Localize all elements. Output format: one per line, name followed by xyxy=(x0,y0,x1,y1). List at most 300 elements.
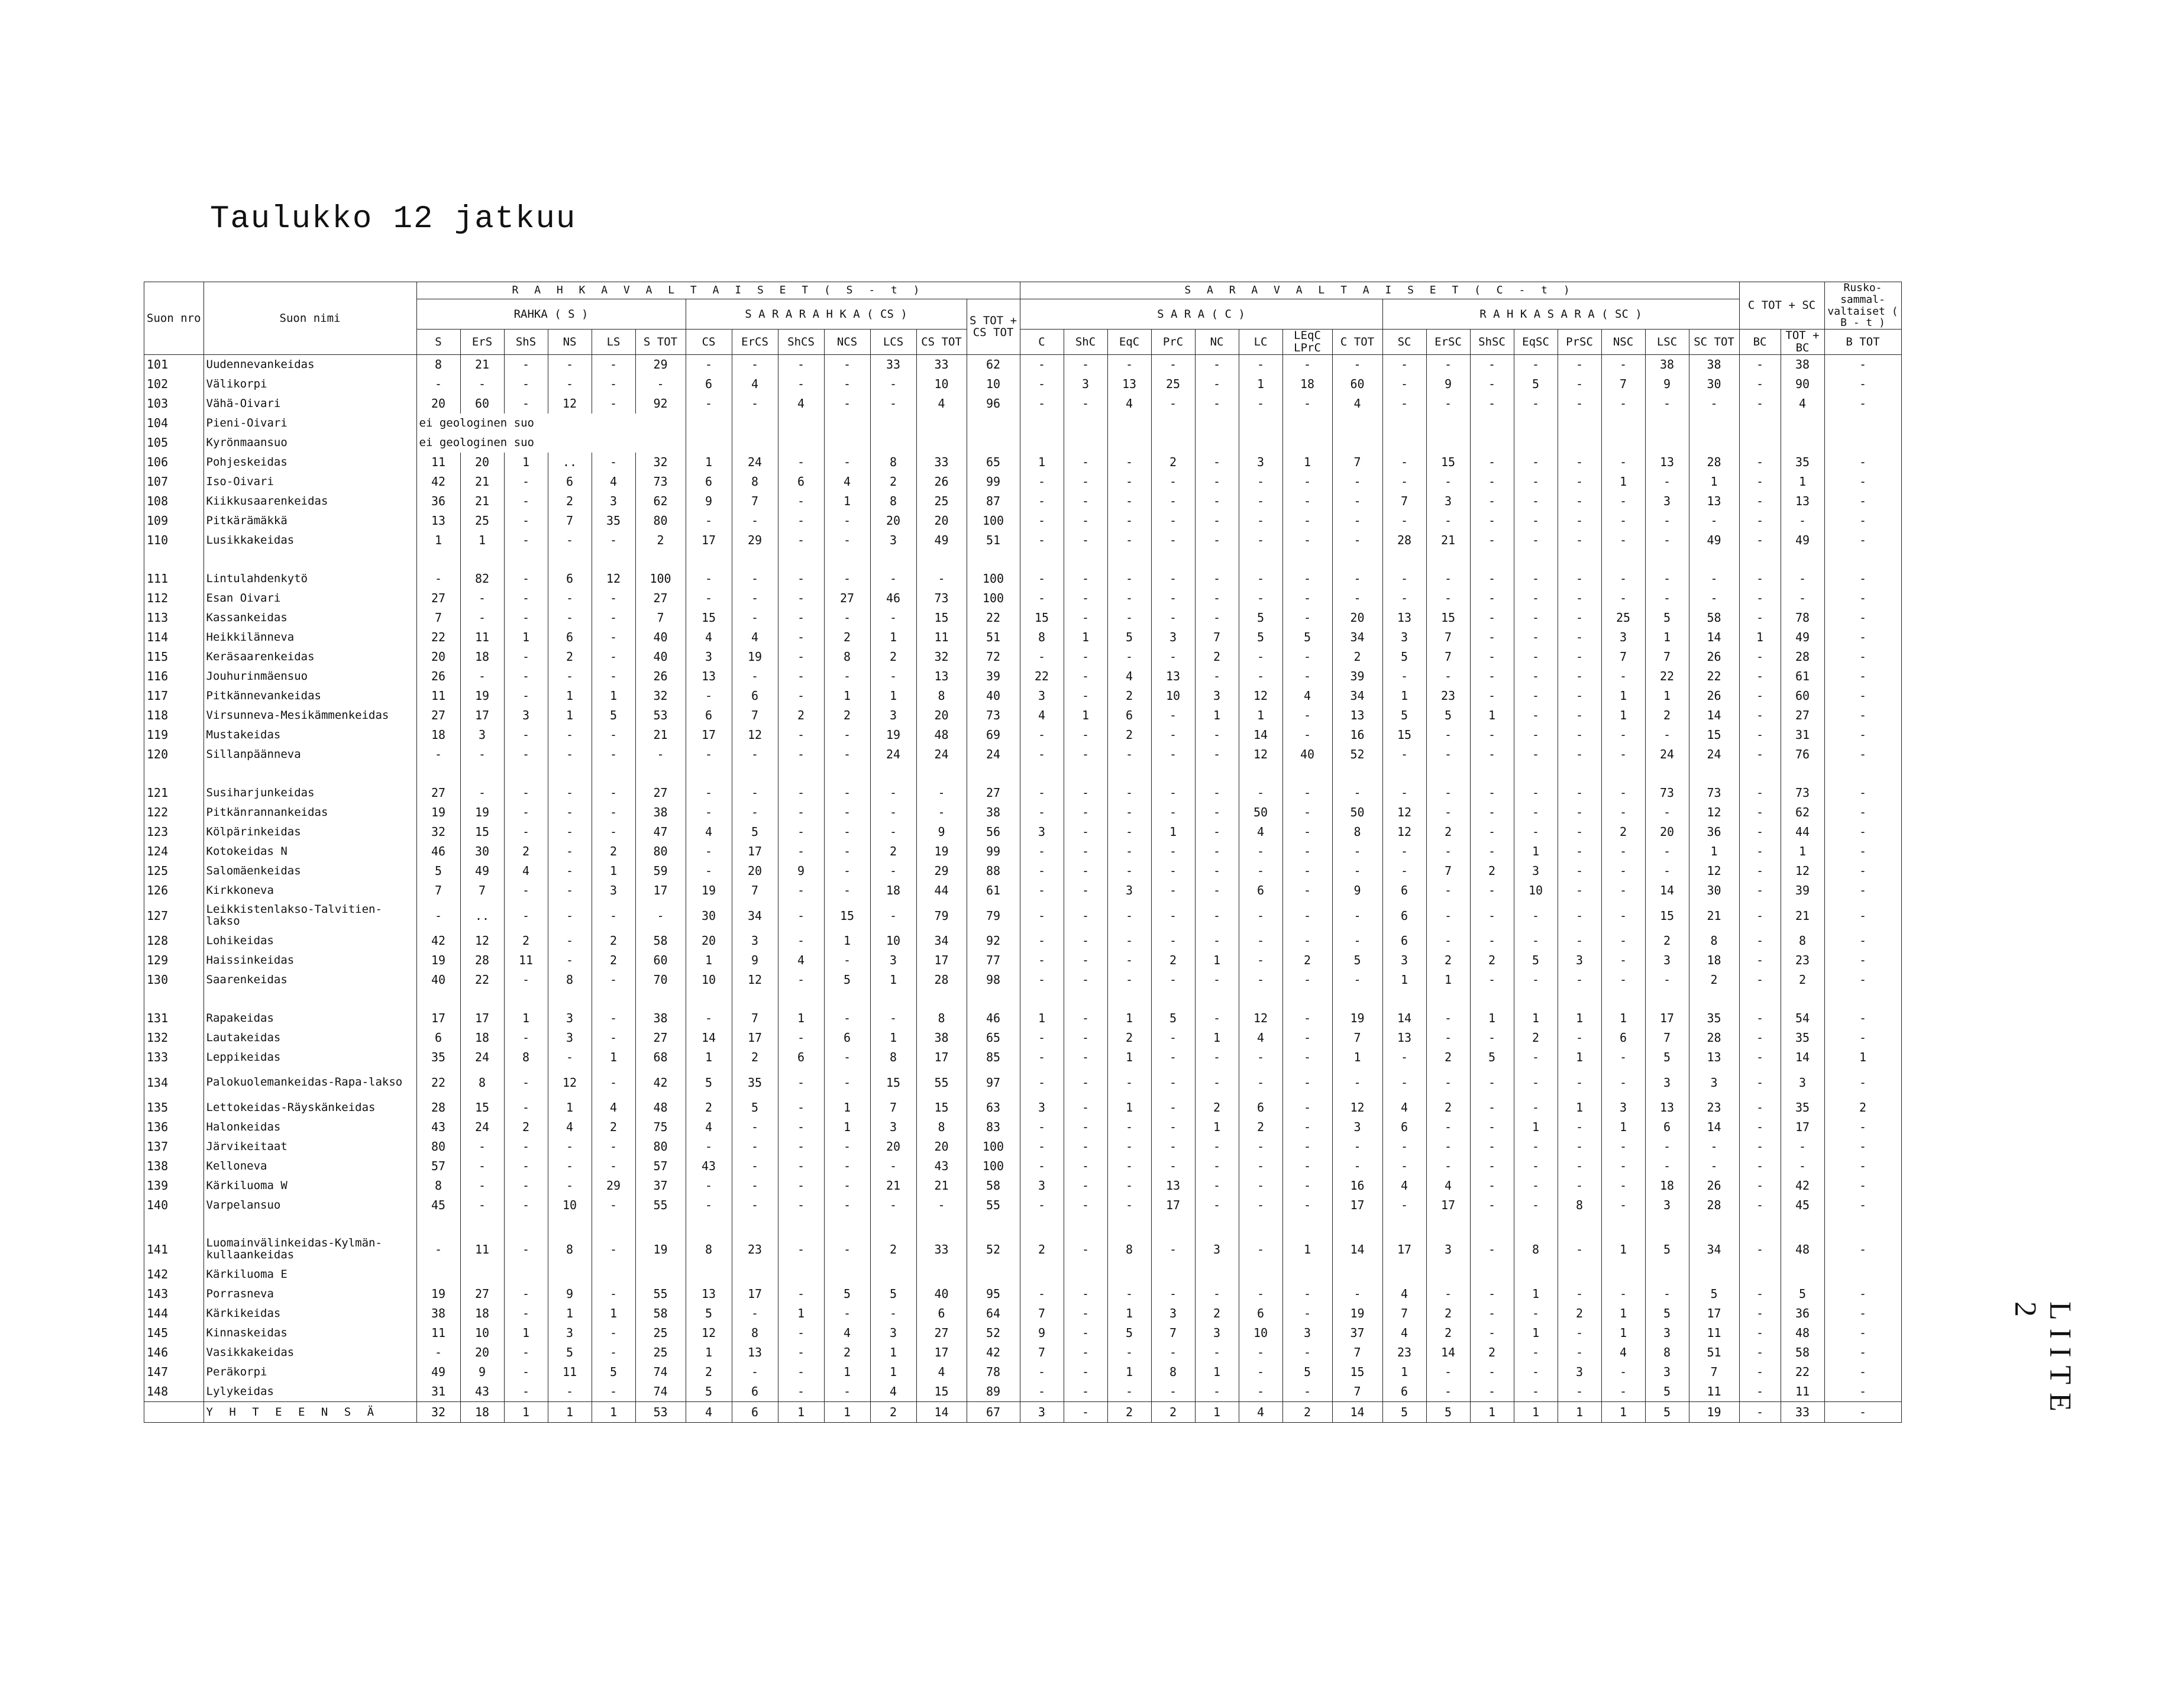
spacer-cell xyxy=(1064,550,1107,569)
table-row xyxy=(144,931,1902,951)
table-cell: - xyxy=(778,1067,824,1098)
table-cell xyxy=(1064,1265,1107,1284)
table-cell: - xyxy=(592,354,635,374)
table-cell: 1 xyxy=(1601,1304,1645,1323)
table-cell: 25 xyxy=(635,1323,686,1343)
table-cell: 2 xyxy=(1239,1117,1282,1137)
table-cell: 1 xyxy=(592,1304,635,1323)
total-spacer xyxy=(144,1401,204,1422)
table-cell: - xyxy=(1558,1117,1601,1137)
table-cell: 43 xyxy=(460,1382,504,1402)
data-table xyxy=(144,282,1902,1423)
table-cell: - xyxy=(1151,511,1195,531)
table-cell: 2 xyxy=(870,842,916,861)
table-cell: - xyxy=(1824,900,1901,931)
spacer-cell xyxy=(203,764,416,783)
table-cell: 89 xyxy=(967,1382,1020,1402)
table-cell: 1 xyxy=(1781,842,1824,861)
table-cell: 14 xyxy=(1332,1234,1382,1265)
row-name: Esan Oivari xyxy=(203,589,416,608)
table-cell: 3 xyxy=(1020,822,1064,842)
table-cell: 2 xyxy=(592,842,635,861)
row-number: 139 xyxy=(144,1176,204,1196)
spacer-cell xyxy=(1824,764,1901,783)
table-cell: 28 xyxy=(1781,647,1824,667)
table-cell: - xyxy=(1558,686,1601,706)
table-cell: 15 xyxy=(686,608,732,628)
table-cell: - xyxy=(1107,1137,1151,1157)
table-cell: - xyxy=(1426,1117,1470,1137)
table-cell: - xyxy=(592,1284,635,1304)
table-cell: 4 xyxy=(870,1382,916,1402)
table-cell: 6 xyxy=(1239,881,1282,900)
table-cell: - xyxy=(778,453,824,472)
table-cell: 5 xyxy=(416,861,460,881)
table-cell: 1 xyxy=(1558,1098,1601,1117)
spacer-cell xyxy=(778,990,824,1009)
table-cell: - xyxy=(778,1196,824,1215)
row-spacer xyxy=(144,764,1902,783)
table-cell: - xyxy=(1151,1343,1195,1362)
table-cell: - xyxy=(1739,472,1781,492)
table-cell: 19 xyxy=(1332,1009,1382,1028)
table-cell: - xyxy=(1470,394,1514,414)
table-cell: 12 xyxy=(732,970,778,990)
table-cell: 1 xyxy=(870,1343,916,1362)
spacer-cell xyxy=(1689,1215,1739,1234)
table-cell: - xyxy=(778,1117,824,1137)
row-name: Kärkiluoma W xyxy=(203,1176,416,1196)
table-cell: 6 xyxy=(548,628,592,647)
spacer-cell xyxy=(1151,550,1195,569)
table-cell: - xyxy=(460,667,504,686)
row-number: 107 xyxy=(144,472,204,492)
table-cell: 12 xyxy=(1239,745,1282,764)
table-cell: - xyxy=(1151,647,1195,667)
table-cell xyxy=(1558,414,1601,433)
table-cell: - xyxy=(1107,1284,1151,1304)
table-cell: 8 xyxy=(916,686,967,706)
spacer-cell xyxy=(144,1215,204,1234)
table-cell: - xyxy=(1739,354,1781,374)
table-cell: 2 xyxy=(1426,1323,1470,1343)
table-cell: 13 xyxy=(1382,1028,1426,1048)
table-cell: - xyxy=(1470,492,1514,511)
spacer-cell xyxy=(686,550,732,569)
table-cell xyxy=(1739,414,1781,433)
table-cell xyxy=(967,1265,1020,1284)
table-cell: 1 xyxy=(1601,1009,1645,1028)
table-cell: 1 xyxy=(1107,1362,1151,1382)
table-cell xyxy=(1558,1265,1601,1284)
table-cell: 22 xyxy=(460,970,504,990)
table-cell: - xyxy=(1020,569,1064,589)
col-header: SC xyxy=(1382,330,1426,355)
total-cell: 33 xyxy=(1781,1401,1824,1422)
table-cell: - xyxy=(1601,354,1645,374)
table-cell: - xyxy=(1470,1304,1514,1323)
row-number: 117 xyxy=(144,686,204,706)
spacer-cell xyxy=(1514,550,1558,569)
table-cell: 8 xyxy=(1514,1234,1558,1265)
rusko-header: Rusko- sammal- valtaiset ( B - t ) xyxy=(1824,282,1901,330)
spacer-cell xyxy=(1382,550,1426,569)
table-cell: 4 xyxy=(1426,1176,1470,1196)
table-cell: 33 xyxy=(916,354,967,374)
table-cell: - xyxy=(1020,472,1064,492)
table-cell: - xyxy=(1282,492,1332,511)
table-cell: 3 xyxy=(1382,951,1426,970)
table-cell: - xyxy=(1824,881,1901,900)
total-cell: 2 xyxy=(870,1401,916,1422)
table-cell: - xyxy=(1195,1176,1239,1196)
spacer-cell xyxy=(144,550,204,569)
table-cell: 30 xyxy=(686,900,732,931)
table-cell: 4 xyxy=(778,394,824,414)
table-cell: 5 xyxy=(1107,628,1151,647)
table-cell: - xyxy=(592,1067,635,1098)
table-cell: - xyxy=(1064,1284,1107,1304)
table-cell: - xyxy=(778,686,824,706)
table-cell: - xyxy=(1514,354,1558,374)
table-cell: - xyxy=(592,1382,635,1402)
table-cell: - xyxy=(1824,1028,1901,1048)
table-cell: - xyxy=(1824,1343,1901,1362)
table-cell: 59 xyxy=(635,861,686,881)
table-cell: - xyxy=(1514,1382,1558,1402)
table-cell: - xyxy=(1020,842,1064,861)
table-cell: 38 xyxy=(635,803,686,822)
table-cell: - xyxy=(1426,354,1470,374)
table-cell: - xyxy=(1739,394,1781,414)
spacer-cell xyxy=(1645,550,1689,569)
table-cell xyxy=(1601,433,1645,453)
table-cell xyxy=(686,1265,732,1284)
table-cell: 3 xyxy=(1332,1117,1382,1137)
table-cell: - xyxy=(778,1157,824,1176)
table-cell: 44 xyxy=(1781,822,1824,842)
table-cell: - xyxy=(1470,1137,1514,1157)
table-cell: 33 xyxy=(870,354,916,374)
table-cell xyxy=(686,414,732,433)
table-cell: - xyxy=(548,1157,592,1176)
col-header: NCS xyxy=(824,330,870,355)
spacer-cell xyxy=(916,550,967,569)
row-number: 105 xyxy=(144,433,204,453)
table-cell: - xyxy=(1824,608,1901,628)
table-cell: - xyxy=(1601,511,1645,531)
table-cell: 10 xyxy=(916,374,967,394)
table-cell: - xyxy=(592,745,635,764)
table-cell: 15 xyxy=(1689,725,1739,745)
table-cell: 9 xyxy=(778,861,824,881)
table-cell: 80 xyxy=(635,1137,686,1157)
table-cell: - xyxy=(592,453,635,472)
table-row xyxy=(144,1048,1902,1067)
row-name: Lylykeidas xyxy=(203,1382,416,1402)
table-cell: - xyxy=(1195,1343,1239,1362)
spacer-cell xyxy=(1689,550,1739,569)
table-cell: 7 xyxy=(1332,453,1382,472)
table-row xyxy=(144,900,1902,931)
row-number: 109 xyxy=(144,511,204,531)
table-cell: - xyxy=(548,1382,592,1402)
table-cell: - xyxy=(1020,725,1064,745)
table-cell: 3 xyxy=(1645,1067,1689,1098)
table-cell: - xyxy=(1332,589,1382,608)
table-row xyxy=(144,1028,1902,1048)
table-cell: - xyxy=(1601,803,1645,822)
table-cell: 1 xyxy=(1514,1117,1558,1137)
table-cell: - xyxy=(1689,511,1739,531)
table-cell: - xyxy=(870,569,916,589)
table-cell: - xyxy=(1382,1067,1426,1098)
col-header: ErCS xyxy=(732,330,778,355)
table-cell: 31 xyxy=(1781,725,1824,745)
total-cell: 18 xyxy=(460,1401,504,1422)
spacer-cell xyxy=(732,990,778,1009)
table-cell: - xyxy=(592,803,635,822)
table-cell: 99 xyxy=(967,472,1020,492)
table-cell: 35 xyxy=(1781,1028,1824,1048)
table-cell: 90 xyxy=(1781,374,1824,394)
table-cell: - xyxy=(1282,472,1332,492)
table-cell: 25 xyxy=(1151,374,1195,394)
table-cell: - xyxy=(1514,1196,1558,1215)
spacer-cell xyxy=(548,550,592,569)
table-cell: - xyxy=(824,1176,870,1196)
table-cell: - xyxy=(548,931,592,951)
table-cell: - xyxy=(1107,970,1151,990)
table-cell: 58 xyxy=(635,931,686,951)
table-cell: 2 xyxy=(504,931,548,951)
table-cell: 49 xyxy=(460,861,504,881)
table-cell xyxy=(1382,433,1426,453)
spacer-cell xyxy=(1020,1215,1064,1234)
table-cell: 8 xyxy=(1781,931,1824,951)
spacer-cell xyxy=(635,1215,686,1234)
row-name: Leppikeidas xyxy=(203,1048,416,1067)
table-cell: - xyxy=(1426,472,1470,492)
table-cell: 19 xyxy=(460,686,504,706)
table-cell: - xyxy=(1195,1284,1239,1304)
row-name: Keräsaarenkeidas xyxy=(203,647,416,667)
table-cell: 12 xyxy=(548,1067,592,1098)
row-name: Palokuolemankeidas-Rapa-lakso xyxy=(203,1067,416,1098)
table-cell: - xyxy=(1558,706,1601,725)
col-header: ShSC xyxy=(1470,330,1514,355)
table-cell: - xyxy=(778,1234,824,1265)
table-cell: - xyxy=(1739,1028,1781,1048)
table-cell xyxy=(732,414,778,433)
spacer-cell xyxy=(1020,764,1064,783)
table-cell: 1 xyxy=(824,1098,870,1117)
table-cell: 4 xyxy=(1601,1343,1645,1362)
col-header: PrSC xyxy=(1558,330,1601,355)
row-number: 146 xyxy=(144,1343,204,1362)
spacer-cell xyxy=(548,1215,592,1234)
table-cell: - xyxy=(1020,1362,1064,1382)
table-cell: - xyxy=(732,1362,778,1382)
spacer-cell xyxy=(1151,764,1195,783)
table-cell: - xyxy=(1514,1067,1558,1098)
table-cell: 9 xyxy=(1332,881,1382,900)
table-cell: 96 xyxy=(967,394,1020,414)
table-cell: 35 xyxy=(1781,1098,1824,1117)
table-cell: 2 xyxy=(870,1234,916,1265)
table-cell: - xyxy=(1064,1157,1107,1176)
spacer-cell xyxy=(1824,550,1901,569)
table-cell: - xyxy=(1064,453,1107,472)
table-cell: - xyxy=(1601,1284,1645,1304)
table-cell: .. xyxy=(460,900,504,931)
table-row xyxy=(144,842,1902,861)
table-cell: - xyxy=(778,354,824,374)
spacer-cell xyxy=(1689,764,1739,783)
table-cell: 1 xyxy=(870,1362,916,1382)
table-cell: - xyxy=(1239,951,1282,970)
table-cell: - xyxy=(1151,1048,1195,1067)
table-cell: - xyxy=(1332,472,1382,492)
table-cell: - xyxy=(1470,686,1514,706)
table-cell: 95 xyxy=(967,1284,1020,1304)
table-cell xyxy=(824,414,870,433)
table-cell: - xyxy=(1282,1343,1332,1362)
table-cell: 38 xyxy=(916,1028,967,1048)
table-cell: - xyxy=(1195,354,1239,374)
table-cell: - xyxy=(548,783,592,803)
table-cell: 8 xyxy=(686,1234,732,1265)
spacer-cell xyxy=(1332,990,1382,1009)
table-cell: - xyxy=(1558,783,1601,803)
table-cell: 18 xyxy=(460,647,504,667)
table-cell: 5 xyxy=(548,1343,592,1362)
table-cell: 42 xyxy=(635,1067,686,1098)
table-cell: - xyxy=(686,1196,732,1215)
table-cell: - xyxy=(1739,706,1781,725)
table-cell: - xyxy=(1558,900,1601,931)
table-cell: 3 xyxy=(870,1117,916,1137)
table-cell: - xyxy=(1601,667,1645,686)
table-cell: - xyxy=(1739,1234,1781,1265)
table-cell: 100 xyxy=(967,1137,1020,1157)
table-cell: 1 xyxy=(1020,1009,1064,1028)
table-cell: - xyxy=(1107,531,1151,550)
table-cell: 9 xyxy=(686,492,732,511)
table-cell: - xyxy=(592,608,635,628)
table-cell xyxy=(1824,1265,1901,1284)
spacer-cell xyxy=(1239,1215,1282,1234)
table-cell: - xyxy=(778,608,824,628)
table-cell xyxy=(1689,414,1739,433)
table-cell: - xyxy=(504,686,548,706)
table-cell: - xyxy=(1282,881,1332,900)
table-cell: - xyxy=(1382,453,1426,472)
table-cell: - xyxy=(1064,725,1107,745)
table-cell: 53 xyxy=(635,706,686,725)
table-cell: - xyxy=(870,608,916,628)
table-cell: - xyxy=(1824,803,1901,822)
table-cell: - xyxy=(460,745,504,764)
table-cell: - xyxy=(504,1176,548,1196)
table-cell: - xyxy=(1382,745,1426,764)
table-cell: - xyxy=(548,803,592,822)
table-cell: - xyxy=(1239,589,1282,608)
table-cell: - xyxy=(504,589,548,608)
table-cell: 1 xyxy=(1195,706,1239,725)
table-cell: 12 xyxy=(1332,1098,1382,1117)
table-cell: 2 xyxy=(504,1117,548,1137)
total-cell: 5 xyxy=(1645,1401,1689,1422)
table-cell: 15 xyxy=(1645,900,1689,931)
table-cell: 18 xyxy=(870,881,916,900)
spacer-cell xyxy=(778,1215,824,1234)
table-cell: 20 xyxy=(870,1137,916,1157)
table-cell: 1 xyxy=(1514,1323,1558,1343)
spacer-cell xyxy=(1332,764,1382,783)
table-cell: - xyxy=(1601,1157,1645,1176)
table-cell: - xyxy=(1239,531,1282,550)
table-cell: 73 xyxy=(916,589,967,608)
table-cell: - xyxy=(1824,354,1901,374)
table-cell: - xyxy=(1107,861,1151,881)
table-cell: - xyxy=(824,394,870,414)
table-cell: 20 xyxy=(416,394,460,414)
total-cell: 67 xyxy=(967,1401,1020,1422)
spacer-cell xyxy=(1107,990,1151,1009)
table-cell: 17 xyxy=(1332,1196,1382,1215)
table-cell: 16 xyxy=(1332,1176,1382,1196)
table-row xyxy=(144,686,1902,706)
table-cell: - xyxy=(1558,842,1601,861)
table-cell: - xyxy=(1151,589,1195,608)
table-cell: 4 xyxy=(548,1117,592,1137)
table-cell: - xyxy=(1020,511,1064,531)
table-cell: 73 xyxy=(967,706,1020,725)
table-cell: - xyxy=(1470,472,1514,492)
table-cell: - xyxy=(1282,1196,1332,1215)
table-cell: - xyxy=(732,1157,778,1176)
table-cell: 2 xyxy=(1781,970,1824,990)
table-cell: 3 xyxy=(1239,453,1282,472)
table-cell: 5 xyxy=(592,1362,635,1382)
table-cell: - xyxy=(1151,569,1195,589)
table-cell: - xyxy=(1824,951,1901,970)
table-cell: - xyxy=(824,453,870,472)
table-cell: - xyxy=(1514,1362,1558,1382)
table-cell: - xyxy=(1107,1196,1151,1215)
row-number: 126 xyxy=(144,881,204,900)
spacer-cell xyxy=(870,990,916,1009)
table-cell: 6 xyxy=(1382,1382,1426,1402)
table-cell: - xyxy=(732,394,778,414)
row-name: Luomainvälinkeidas-Kylmän-kullaankeidas xyxy=(203,1234,416,1265)
table-cell: - xyxy=(1064,1117,1107,1137)
table-cell: - xyxy=(778,822,824,842)
table-cell: 20 xyxy=(916,1137,967,1157)
table-row xyxy=(144,1117,1902,1137)
table-cell: 4 xyxy=(824,1323,870,1343)
table-cell: - xyxy=(1151,492,1195,511)
row-name: Lettokeidas-Räyskänkeidas xyxy=(203,1098,416,1117)
table-cell: - xyxy=(504,970,548,990)
table-cell: - xyxy=(1151,531,1195,550)
table-cell: - xyxy=(1064,1323,1107,1343)
table-cell: 5 xyxy=(1645,1048,1689,1067)
table-cell: - xyxy=(1601,569,1645,589)
table-cell: - xyxy=(1195,900,1239,931)
table-cell: 1 xyxy=(1064,706,1107,725)
